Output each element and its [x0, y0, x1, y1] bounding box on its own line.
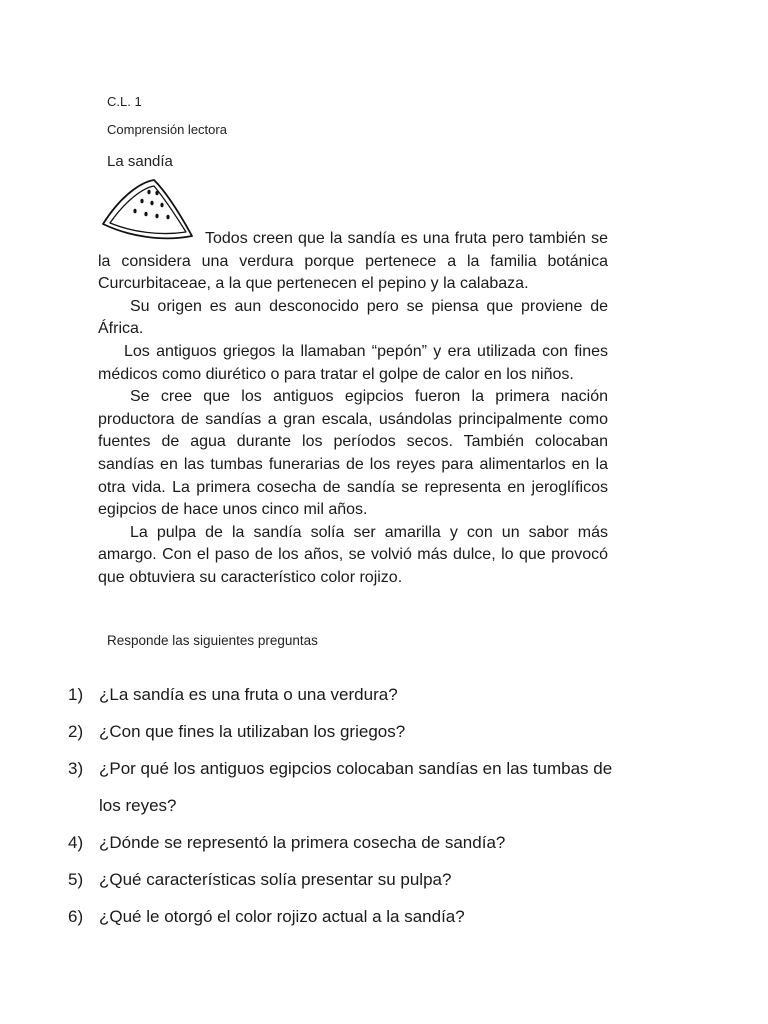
reading-paragraph: Los antiguos griegos la llamaban “pepón” y era utilizada con fines médicos como diurético o para tratar el golpe de calor en los niños. [98, 342, 608, 383]
question-item [68, 713, 628, 750]
reading-text [98, 228, 608, 590]
reading-paragraph: La pulpa de la sandía solía ser amarilla y con un sabor más amargo. Con el paso de los años, se volvió más dulce, lo que provocó que obtuviera su característico color rojizo. [98, 523, 608, 586]
question-item [68, 898, 628, 935]
question-text: ¿Por qué los antiguos egipcios colocaban sandías en las tumbas de los reyes? [99, 759, 613, 815]
question-item [68, 676, 628, 713]
question-number: 1) [68, 685, 84, 704]
question-text: ¿La sandía es una fruta o una verdura? [99, 685, 398, 704]
reading-paragraph: Se cree que los antiguos egipcios fueron la primera nación productora de sandías a gran escala, usándolas principalmente como fuentes de agua durante los períodos secos. También colocaban sandías en las tumbas funerarias de los reyes para alimentarlos en la otra vida. La primera cosecha de sandía se representa en jeroglíficos egipcios de hace unos cinco mil años. [98, 388, 608, 519]
course-code: C.L. 1 [107, 94, 142, 109]
question-item [68, 824, 628, 861]
question-item [68, 861, 628, 898]
document-title: La sandía [107, 153, 173, 170]
question-number: 2) [68, 722, 84, 741]
reading-paragraph: Todos creen que la sandía es una fruta pero también se la considera una verdura porque pertenece a la familia botánica Curcurbitaceae, a la que pertenecen el pepino y la calabaza. [98, 230, 608, 293]
reading-paragraph: Su origen es aun desconocido pero se piensa que proviene de África. [98, 297, 608, 338]
question-number: 4) [68, 833, 84, 852]
question-text: ¿Con que fines la utilizaban los griegos? [99, 722, 406, 741]
question-text: ¿Dónde se representó la primera cosecha de sandía? [99, 833, 506, 852]
question-list [68, 676, 628, 935]
questions-heading: Responde las siguientes preguntas [107, 633, 318, 648]
question-number: 3) [68, 759, 84, 778]
question-number: 5) [68, 870, 84, 889]
question-text: ¿Qué características solía presentar su pulpa? [99, 870, 452, 889]
question-number: 6) [68, 907, 84, 926]
document-subtitle: Comprensión lectora [107, 122, 227, 137]
question-text: ¿Qué le otorgó el color rojizo actual a la sandía? [99, 907, 465, 926]
question-item [68, 750, 628, 824]
